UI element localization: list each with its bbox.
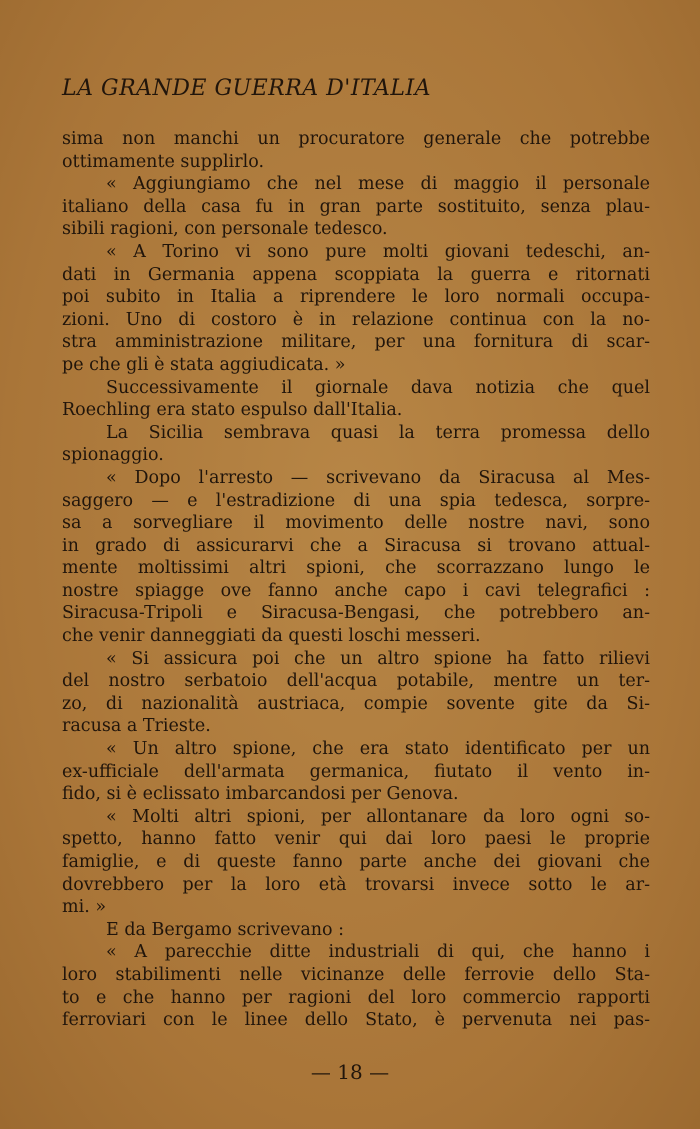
text-line: to e che hanno per ragioni del loro commercio rapporti bbox=[62, 987, 650, 1008]
text-line: italiano della casa fu in gran parte sostituito, senza plau- bbox=[62, 196, 650, 217]
text-line: famiglie, e di queste fanno parte anche dei giovani che bbox=[62, 852, 650, 872]
text-line: « Aggiungiamo che nel mese di maggio il personale bbox=[106, 174, 650, 195]
text-line: dovrebbero per la loro età trovarsi invece sotto le ar- bbox=[62, 874, 650, 895]
text-line: saggero — e l'estradizione di una spia tedesca, sorpre- bbox=[62, 490, 650, 511]
text-line: sa a sorvegliare il movimento delle nostre navi, sono bbox=[62, 513, 650, 534]
text-line: La Sicilia sembrava quasi la terra promessa dello bbox=[106, 422, 650, 443]
page-number: — 18 — bbox=[310, 1060, 390, 1084]
text-line: Successivamente il giornale dava notizia che quel bbox=[106, 377, 650, 398]
text-line: del nostro serbatoio dell'acqua potabile, mentre un ter- bbox=[62, 671, 650, 692]
text-line: fido, si è eclissato imbarcandosi per Genova. bbox=[62, 784, 459, 805]
text-line: che venir danneggiati da questi loschi messeri. bbox=[62, 626, 481, 647]
text-line: spionaggio. bbox=[62, 445, 164, 466]
text-line: « Si assicura poi che un altro spione ha fatto rilievi bbox=[106, 648, 650, 669]
text-line: ottimamente supplirlo. bbox=[62, 151, 265, 172]
text-line: « Molti altri spioni, per allontanare da loro ogni so- bbox=[106, 806, 650, 827]
text-line: sibili ragioni, con personale tedesco. bbox=[62, 219, 388, 240]
text-line: mente moltissimi altri spioni, che scorrazzano lungo le bbox=[62, 558, 650, 579]
body-text bbox=[62, 128, 650, 1032]
text-line: zioni. Uno di costoro è in relazione continua con la no- bbox=[62, 309, 650, 330]
text-line: sima non manchi un procuratore generale che potrebbe bbox=[62, 129, 650, 149]
text-line: Siracusa-Tripoli e Siracusa-Bengasi, che potrebbero an- bbox=[62, 603, 650, 624]
text-line: in grado di assicurarvi che a Siracusa si trovano attual- bbox=[62, 535, 650, 556]
text-line: nostre spiagge ove fanno anche capo i cavi telegrafici : bbox=[62, 580, 650, 601]
text-line: loro stabilimenti nelle vicinanze delle ferrovie dello Sta- bbox=[62, 964, 650, 985]
text-line: « A parecchie ditte industriali di qui, che hanno i bbox=[106, 942, 650, 963]
text-line: pe che gli è stata aggiudicata. » bbox=[62, 354, 346, 375]
text-line: Roechling era stato espulso dall'Italia. bbox=[62, 400, 403, 421]
text-line: spetto, hanno fatto venir qui dai loro paesi le proprie bbox=[62, 829, 650, 850]
text-line: mi. » bbox=[62, 897, 107, 918]
text-line: stra amministrazione militare, per una fornitura di scar- bbox=[62, 332, 650, 353]
text-line: ferroviari con le linee dello Stato, è pervenuta nei pas- bbox=[62, 1010, 650, 1031]
text-line: « Un altro spione, che era stato identificato per un bbox=[106, 739, 650, 760]
text-line: dati in Germania appena scoppiata la guerra e ritornati bbox=[62, 264, 650, 285]
text-line: E da Bergamo scrivevano : bbox=[106, 919, 345, 940]
text-line: ex-ufficiale dell'armata germanica, fiutato il vento in- bbox=[62, 761, 650, 782]
text-line: racusa a Trieste. bbox=[62, 716, 211, 737]
text-line: « Dopo l'arresto — scrivevano da Siracusa al Mes- bbox=[106, 467, 650, 488]
text-line: poi subito in Italia a riprendere le loro normali occupa- bbox=[62, 287, 650, 308]
text-line: « A Torino vi sono pure molti giovani tedeschi, an- bbox=[106, 241, 650, 262]
text-line: zo, di nazionalità austriaca, compie sovente gite da Si- bbox=[62, 693, 650, 714]
running-head: LA GRANDE GUERRA D'ITALIA bbox=[62, 76, 432, 101]
